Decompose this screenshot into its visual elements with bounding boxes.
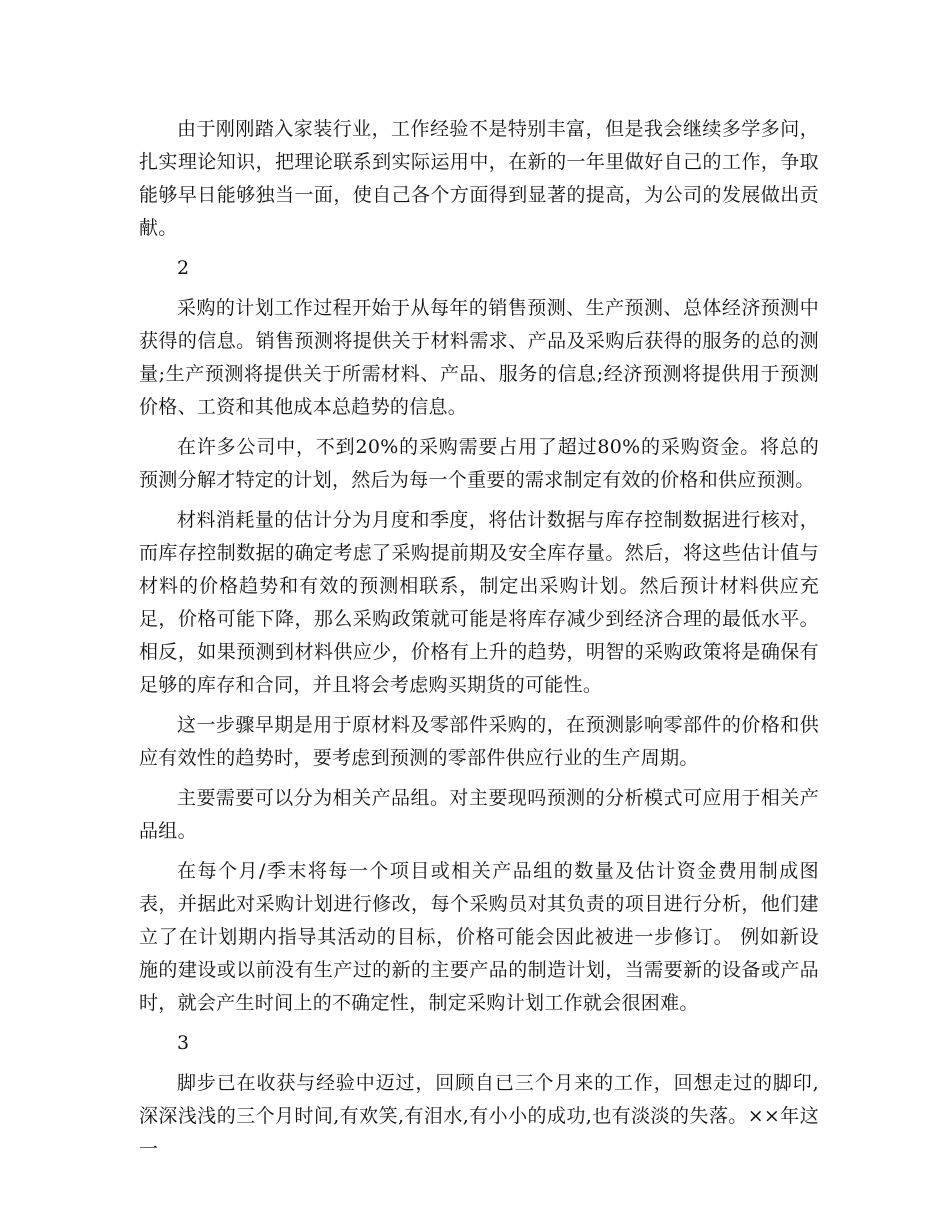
- paragraph-8: 脚步已在收获与经验中迈过，回顾自已三个月来的工作，回想走过的脚印,深深浅浅的三个月时间,有欢笑,有泪水,有小小的成功,也有淡淡的失落。××年这一: [139, 1072, 819, 1160]
- paragraph-7: 在每个月/季末将每一个项目或相关产品组的数量及估计资金费用制成图表，并据此对采购计划进行修改，每个采购员对其负责的项目进行分析，他们建立了在计划期内指导其活动的目标，价格可能会因此被进一步修订。 例如新设施的建设或以前没有生产过的新的主要产品的制造计划，当需要新的设备或产品时，就会产生时间上的不确定性，制定采购计划工作就会很困难。: [139, 860, 819, 1014]
- section-number-3: 3: [177, 1032, 190, 1054]
- paragraph-5: 这一步骤早期是用于原材料及零部件采购的，在预测影响零部件的价格和供应有效性的趋势时，要考虑到预测的零部件供应行业的生产周期。: [139, 714, 819, 769]
- paragraph-2: 采购的计划工作过程开始于从每年的销售预测、生产预测、总体经济预测中获得的信息。销售预测将提供关于材料需求、产品及采购后获得的服务的总的测量;生产预测将提供关于所需材料、产品、服务的信息;经济预测将提供用于预测价格、工资和其他成本总趋势的信息。: [139, 297, 819, 418]
- paragraph-1: 由于刚刚踏入家装行业，工作经验不是特别丰富，但是我会继续多学多问，扎实理论知识，把理论联系到实际运用中，在新的一年里做好自己的工作，争取能够早日能够独当一面，使自己各个方面得到显著的提高，为公司的发展做出贡献。: [139, 118, 819, 239]
- paragraph-6: 主要需要可以分为相关产品组。对主要现吗预测的分析模式可应用于相关产品组。: [139, 787, 819, 842]
- paragraph-4: 材料消耗量的估计分为月度和季度，将估计数据与库存控制数据进行核对，而库存控制数据的确定考虑了采购提前期及安全库存量。然后，将这些估计值与材料的价格趋势和有效的预测相联系，制定出采购计划。然后预计材料供应充足，价格可能下降，那么采购政策就可能是将库存减少到经济合理的最低水平。相反，如果预测到材料供应少，价格有上升的趋势，明智的采购政策将是确保有足够的库存和合同，并且将会考虑购买期货的可能性。: [139, 509, 819, 696]
- paragraph-3: 在许多公司中，不到20%的采购需要占用了超过80%的采购资金。将总的预测分解才特定的计划，然后为每一个重要的需求制定有效的价格和供应预测。: [139, 436, 819, 491]
- document-page: [139, 113, 819, 1173]
- section-number-2: 2: [177, 257, 190, 279]
